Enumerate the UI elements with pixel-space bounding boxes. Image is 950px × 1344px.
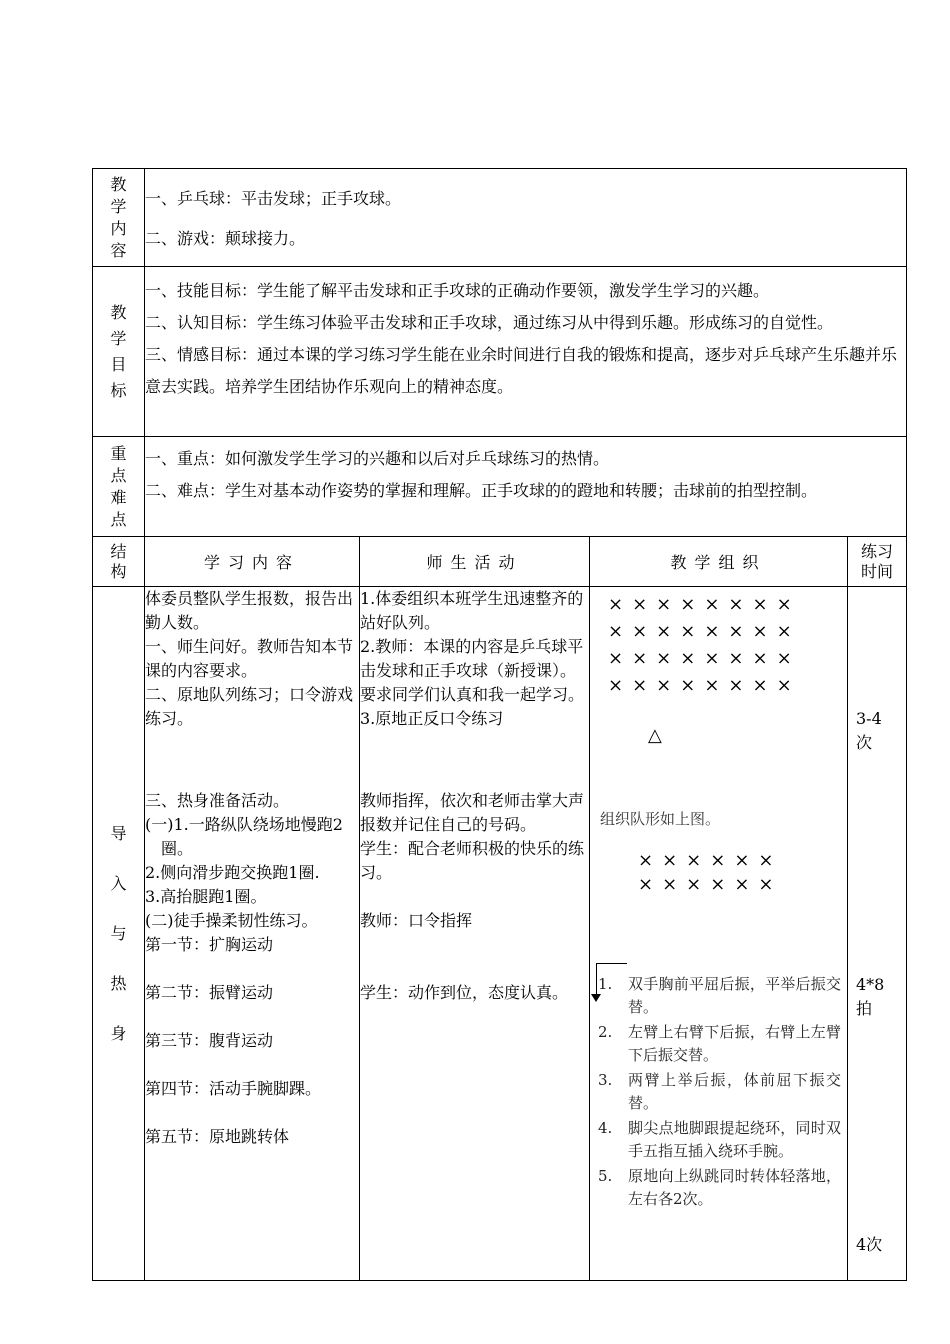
- content-row: [93, 169, 907, 267]
- key-row: [93, 437, 907, 537]
- warmup-time-cell: [848, 587, 907, 1281]
- header-learning-content: 学习内容: [145, 537, 360, 587]
- warmup-content-cell: [145, 587, 360, 1281]
- content-line: 一、师生问好。教师告知本节课的内容要求。: [145, 637, 354, 680]
- content-text: 一、乒乓球：平击发球；正手攻球。 二、游戏：颠球接力。: [145, 169, 907, 267]
- activity-line: 1.体委组织本班学生迅速整齐的站好队列。: [360, 589, 584, 632]
- formation-row: ××××××××: [608, 675, 801, 696]
- move-item: 2. 左臂上右臂下后振，右臂上左臂下后振交替。: [598, 1023, 841, 1064]
- activity-line: 教师：口令指挥: [360, 911, 473, 930]
- activity-line: 3.原地正反口令练习: [360, 709, 504, 728]
- content-line: 二、原地队列练习；口令游戏练习。: [145, 685, 354, 728]
- activity-line: 教师指挥，依次和老师击掌大声报数并记住自己的号码。: [360, 791, 585, 834]
- header-practice-time: 练习 时间: [848, 537, 907, 587]
- goals-text: 一、技能目标：学生能了解平击发球和正手攻球的正确动作要领，激发学生学习的兴趣。 二、认知目标：学生练习体验平击发球和正手攻球，通过练习从中得到乐趣。形成练习的自觉性。 三、情感目标：通过本课的学习练习学生能在业余时间进行自我的锻炼和提高，逐步对乒乓球产生乐趣并乐意去实践。培养学生团结协作乐观向上的精神态度。: [145, 267, 907, 437]
- formation-row: ××××××××: [608, 648, 801, 669]
- lesson-plan-page: [92, 168, 906, 1280]
- warmup-activities-cell: [360, 587, 590, 1281]
- warmup-row: [93, 587, 907, 1281]
- moves-list: [590, 973, 847, 1211]
- activity-line: 学生：动作到位，态度认真。: [360, 983, 569, 1002]
- formation-row: ××××××: [638, 850, 783, 871]
- content-line: (一)1.一路纵队绕场地慢跑2圈。: [145, 815, 343, 858]
- lesson-plan-table: [92, 168, 907, 1281]
- content-line: 第三节：腹背运动: [145, 1031, 274, 1050]
- content-line: 三、热身准备活动。: [145, 791, 290, 810]
- formation-grid-small: [590, 849, 847, 897]
- formation-row: ××××××××: [608, 594, 801, 615]
- header-structure: 结 构: [93, 537, 145, 587]
- content-line: 3.高抬腿跑1圈。: [145, 887, 267, 906]
- goals-row: [93, 267, 907, 437]
- move-item: 3. 两臂上举后振，体前屈下振交替。: [598, 1071, 841, 1112]
- time-value: 4*8拍: [856, 975, 885, 1018]
- time-value: 4次: [856, 1235, 883, 1254]
- move-item: 5. 原地向上纵跳同时转体轻落地，左右各2次。: [598, 1167, 841, 1208]
- content-line: 第四节：活动手腕脚踝。: [145, 1079, 322, 1098]
- content-line: 第五节：原地跳转体: [145, 1127, 290, 1146]
- time-value: 3-4次: [856, 709, 882, 752]
- key-text: 一、重点：如何激发学生学习的兴趣和以后对乒乓球练习的热情。 二、难点：学生对基本动作姿势的掌握和理解。正手攻球的的蹬地和转腰；击球前的拍型控制。: [145, 437, 907, 537]
- moves-block: [590, 973, 847, 1211]
- content-label: 教 学 内 容: [93, 169, 145, 267]
- header-row: [93, 537, 907, 587]
- activity-line: 2.教师：本课的内容是乒乓球平击发球和正手攻球（新授课）。要求同学们认真和我一起学习。: [360, 637, 585, 704]
- header-activities: 师生活动: [360, 537, 590, 587]
- content-line: 2.侧向滑步跑交换跑1圈.: [145, 863, 320, 882]
- move-item: 4. 脚尖点地脚跟提起绕环，同时双手五指互插入绕环手腕。: [598, 1119, 841, 1160]
- activity-line: 学生：配合老师积极的快乐的练习。: [360, 839, 585, 882]
- content-line: (二)徒手操柔韧性练习。: [145, 911, 318, 930]
- content-line: 第二节：振臂运动: [145, 983, 274, 1002]
- move-item: 1. 双手胸前平屈后振，平举后振交替。: [598, 975, 841, 1016]
- warmup-organization-cell: [590, 587, 848, 1281]
- header-organization: 教学组织: [590, 537, 848, 587]
- warmup-label: 导 入 与 热 身: [93, 587, 145, 1281]
- key-label: 重 点 难 点: [93, 437, 145, 537]
- content-line: 体委员整队学生报数，报告出勤人数。: [145, 589, 354, 632]
- teacher-triangle-icon: △: [648, 725, 662, 746]
- goals-label: 教 学 目 标: [93, 267, 145, 437]
- formation-note: 组织队形如上图。: [600, 810, 721, 828]
- formation-row: ××××××: [638, 874, 783, 895]
- content-line: 第一节：扩胸运动: [145, 935, 274, 954]
- formation-grid: [590, 587, 847, 699]
- formation-row: ××××××××: [608, 621, 801, 642]
